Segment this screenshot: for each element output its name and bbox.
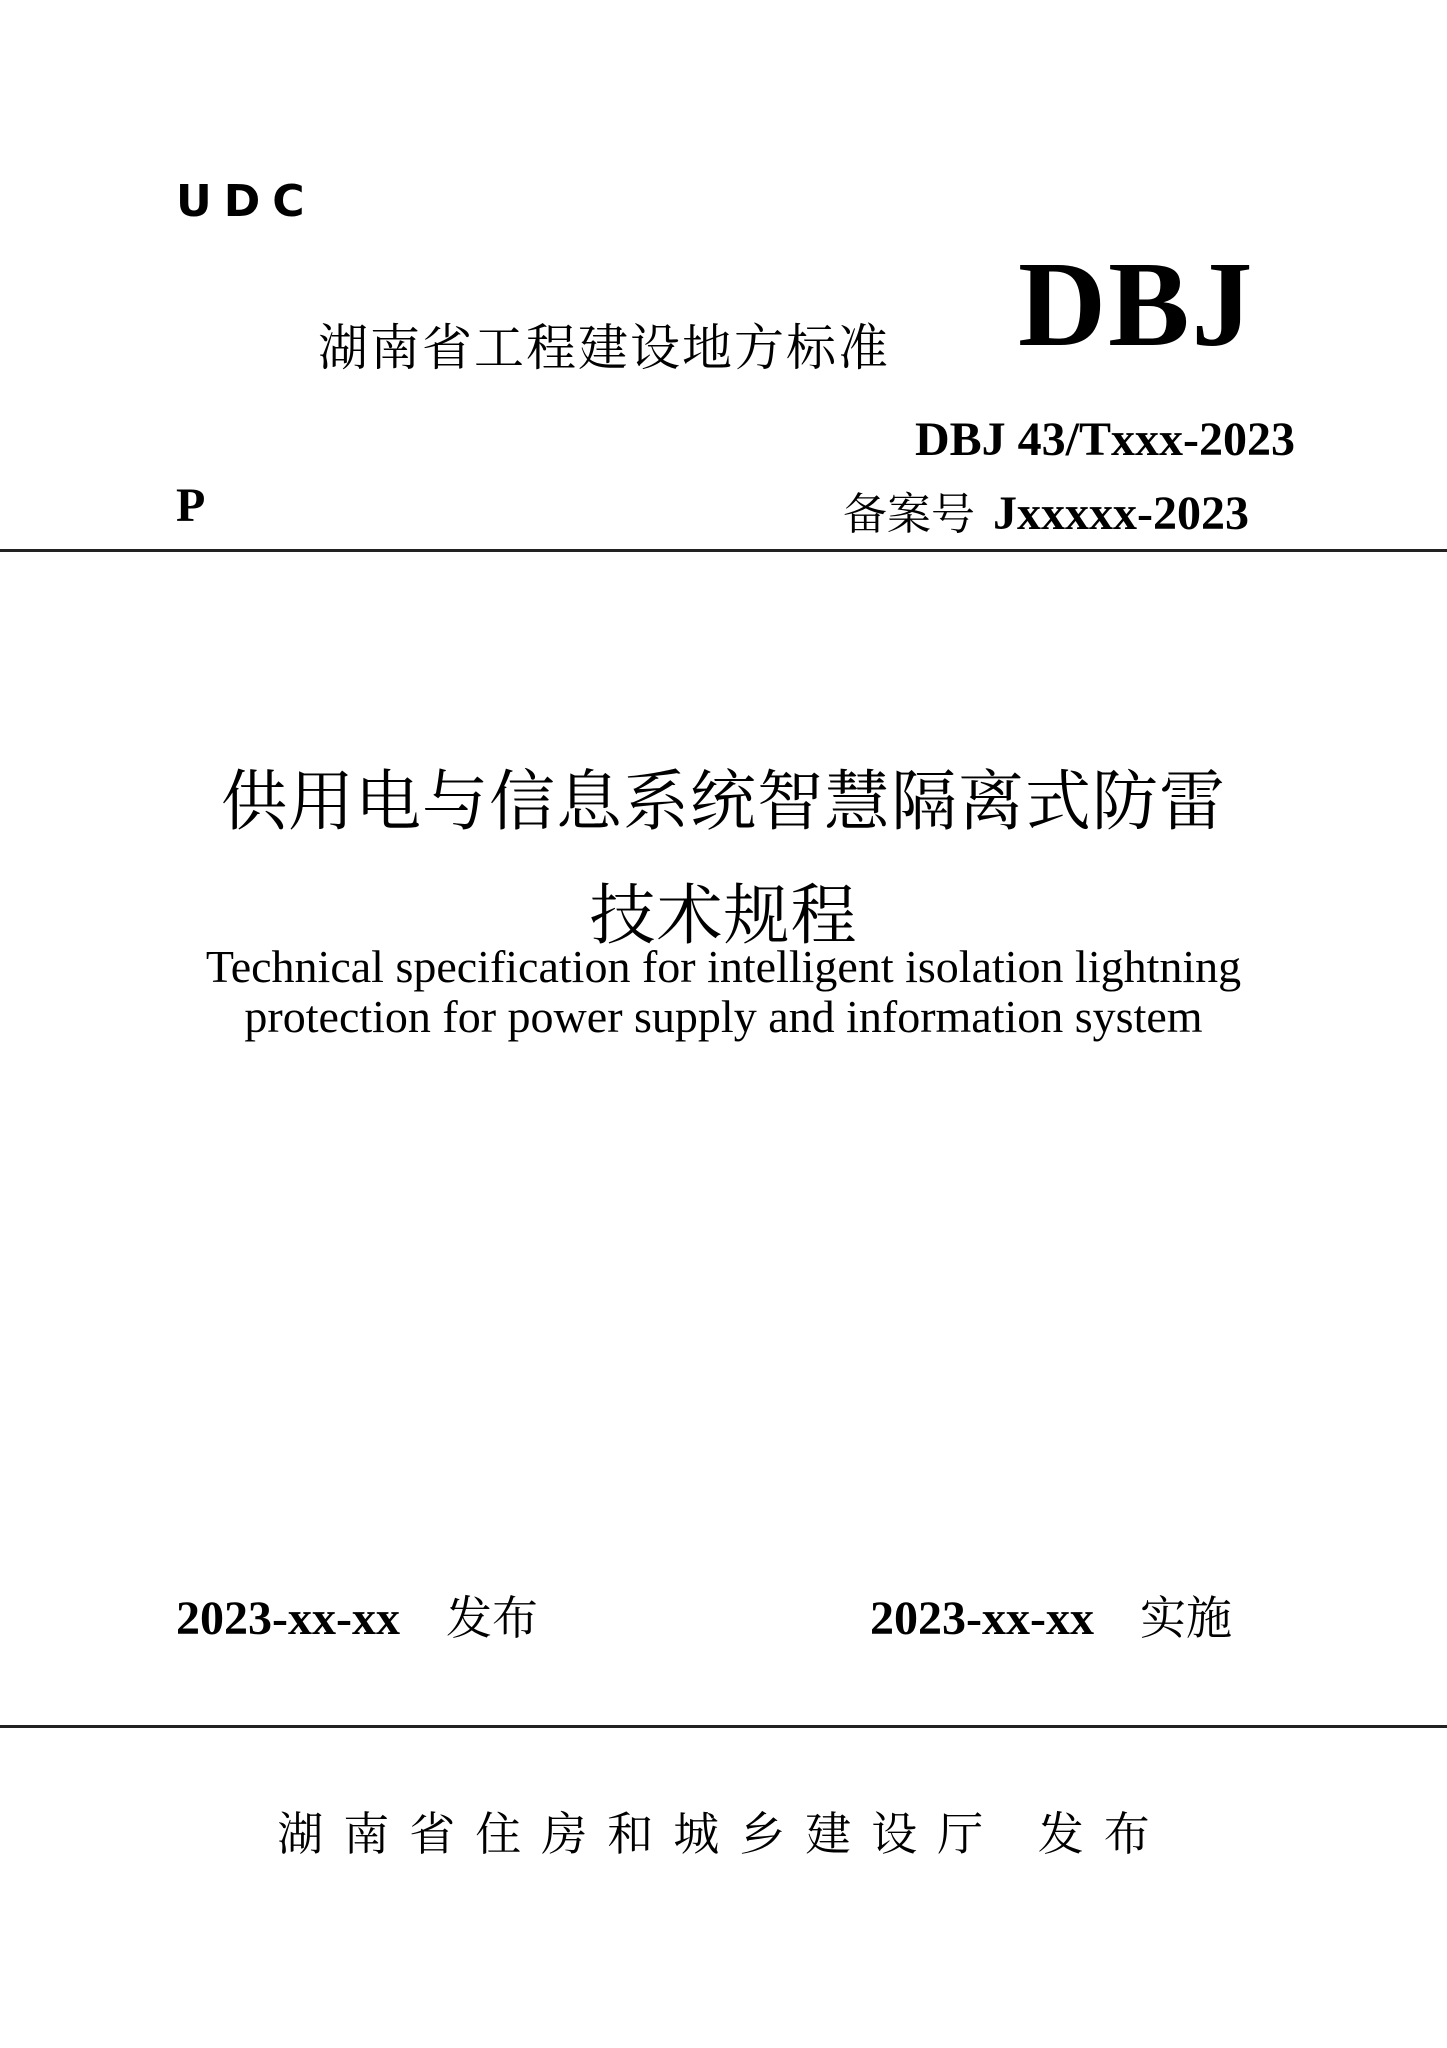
title-en-line2: protection for power supply and information system <box>244 991 1203 1042</box>
record-number: Jxxxxx-2023 <box>993 487 1249 540</box>
implement-label: 实施 <box>1139 1591 1232 1645</box>
title-cn-line2: 技术规程 <box>589 877 858 954</box>
title-cn-line1: 供用电与信息系统智慧隔离式防雷 <box>221 763 1226 840</box>
implement-date: 2023-xx-xx <box>870 1592 1094 1645</box>
issue-date-row <box>176 1582 538 1648</box>
udc-label: UDC <box>176 176 317 227</box>
record-label: 备案号 <box>843 489 975 540</box>
classification-code: P <box>176 479 206 532</box>
footer-divider <box>0 1725 1447 1728</box>
standard-number: DBJ 43/Txxx-2023 <box>914 413 1295 466</box>
implement-date-row <box>870 1582 1232 1648</box>
dbj-mark: DBJ <box>1018 237 1255 372</box>
local-standard-title: 湖南省工程建设地方标准 <box>318 319 890 377</box>
title-en-line1: Technical specification for intelligent isolation lightning <box>205 941 1242 992</box>
publisher: 湖南省住房和城乡建设厅 发布 <box>277 1807 1170 1861</box>
record-number-row <box>843 478 1249 542</box>
header-divider <box>0 549 1447 552</box>
issue-date: 2023-xx-xx <box>176 1592 400 1645</box>
issue-label: 发布 <box>445 1591 538 1645</box>
